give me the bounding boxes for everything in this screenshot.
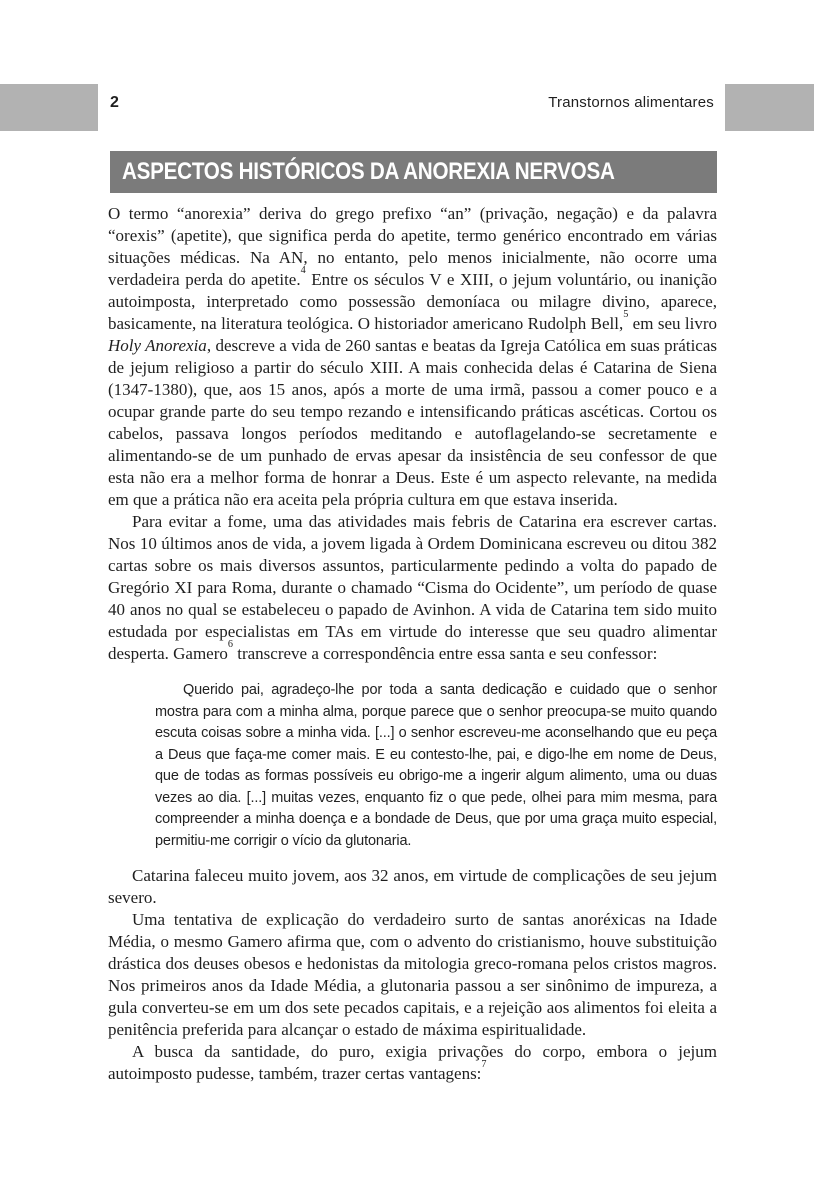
- text-run: Entre os séculos V e XIII, o jejum voluntário, ou inanição autoimposta, interpretado como possessão demoníaca ou milagre divino, aparece, basicamente, na literatura teológica. O historiador americano Rudolph Bell,: [108, 270, 717, 333]
- footnote-reference: 7: [481, 1058, 487, 1070]
- book-title-italic: Holy Anorexia: [108, 336, 207, 355]
- body-text: [108, 203, 717, 1085]
- footnote-reference: 6: [227, 638, 233, 650]
- text-run: O termo “anorexia” deriva do grego prefixo “an” (privação, negação) e da palavra “orexis” (apetite), que significa perda do apetite, termo genérico encontrado em várias situações médicas. Na AN, no entanto, pelo menos inicialmente, não ocorre uma verdadeira perda do apetite.: [108, 204, 717, 289]
- paragraph-sanctity: [108, 1041, 717, 1085]
- paragraph-letters: [108, 511, 717, 665]
- text-run: Para evitar a fome, uma das atividades mais febris de Catarina era escrever cartas. Nos 10 últimos anos de vida, a jovem ligada à Ordem Dominicana escreveu ou ditou 382 cartas sobre os mais diversos assuntos, particularmente pedindo a volta do papado de Gregório XI para Roma, durante o chamado “Cisma do Ocidente”, um período de quase 40 anos no qual se estabeleceu o papado de Avinhon. A vida de Catarina tem sido muito estudada por especialistas em TAs em virtude do interesse que seu quadro alimentar desperta. Gamero: [108, 512, 717, 663]
- footnote-reference: 5: [623, 308, 629, 320]
- text-run: em seu livro: [628, 314, 718, 333]
- text-run: transcreve a correspondência entre essa santa e seu confessor:: [232, 644, 658, 663]
- left-margin-bar: [0, 84, 98, 131]
- running-head: Transtornos alimentares: [548, 94, 714, 111]
- text-run: , descreve a vida de 260 santas e beatas da Igreja Católica em suas práticas de jejum religioso a partir do século XIII. A mais conhecida delas é Catarina de Siena (1347-1380), que, aos 15 anos, após a morte de uma irmã, passou a comer pouco e a ocupar grande parte do seu tempo rezando e intensificando práticas ascéticas. Cortou os cabelos, passava longos períodos meditando e autoflagelando-se secretamente e alimentando-se de um punhado de ervas apesar da insistência de seu confessor de que esta não era a melhor forma de honrar a Deus. Este é um aspecto relevante, na medida em que a prática não era aceita pela própria cultura em que estava inserida.: [108, 336, 718, 509]
- page-header: [110, 94, 714, 112]
- paragraph-intro: [108, 203, 717, 511]
- letter-quotation: Querido pai, agradeço-lhe por toda a santa dedicação e cuidado que o senhor mostra para com a minha alma, porque parece que o senhor preocupa-se muito quando escuta coisas sobre a minha vida. [...] o senhor escreveu-me aconselhando que eu peça a Deus que faça-me comer mais. E eu contesto-lhe, pai, e digo-lhe em nome de Deus, que de todas as formas possíveis eu obrigo-me a ingerir algum alimento, uma ou duas vezes ao dia. [...] muitas vezes, enquanto fiz o que pede, olhei para mim mesma, para compreender a minha doença e a bondade de Deus, que por uma graça muito especial, permitiu-me corrigir o vício da glutonaria.: [155, 682, 717, 849]
- section-heading-banner: [110, 151, 717, 193]
- paragraph-death: Catarina faleceu muito jovem, aos 32 anos, em virtude de complicações de seu jejum severo.: [108, 866, 717, 907]
- text-run: A busca da santidade, do puro, exigia privações do corpo, embora o jejum autoimposto pudesse, também, trazer certas vantagens:: [108, 1042, 717, 1083]
- page-number: 2: [110, 94, 119, 111]
- paragraph-explanation: Uma tentativa de explicação do verdadeiro surto de santas anoréxicas na Idade Média, o mesmo Gamero afirma que, com o advento do cristianismo, houve substituição drástica dos deuses obesos e hedonistas da mitologia greco-romana pelos cristos magros. Nos primeiros anos da Idade Média, a glutonaria passou a ser sinônimo de impureza, a gula converteu-se em um dos sete pecados capitais, e a rejeição aos alimentos foi eleita a penitência preferida para alcançar o estado de máxima espiritualidade.: [108, 910, 717, 1039]
- right-margin-bar: [725, 84, 814, 131]
- footnote-reference: 4: [300, 264, 306, 276]
- section-title: ASPECTOS HISTÓRICOS DA ANOREXIA NERVOSA: [122, 158, 615, 185]
